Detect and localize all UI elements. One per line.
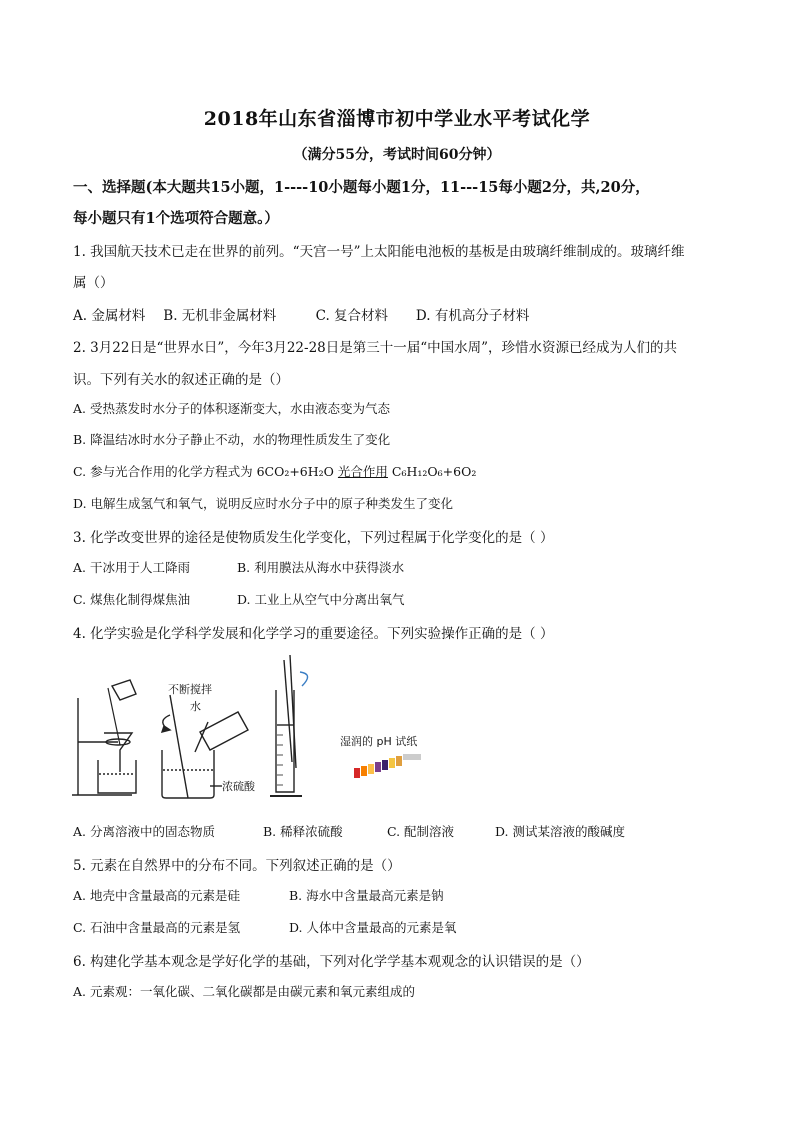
q4-option-b: B. 稀释浓硫酸 — [262, 824, 343, 839]
q5-option-c: C. 石油中含量最高的元素是氢 — [73, 920, 241, 935]
q1-option-a: A. 金属材料 — [73, 308, 146, 324]
q4-option-a: A. 分离溶液中的固态物质 — [73, 824, 215, 839]
q3-option-c: C. 煤焦化制得煤焦油 — [73, 592, 191, 607]
q2-option-d: D. 电解生成氢气和氧气，说明反应时水分子中的原子种类发生了变化 — [73, 496, 454, 511]
q3-options-row1 — [73, 558, 733, 576]
q4-apparatus-figures — [70, 650, 470, 805]
q6-option-a: A. 元素观：一氧化碳、二氧化碳都是由碳元素和氧元素组成的 — [73, 984, 415, 999]
q2-stem-line1: 2. 3月22日是“世界水日”，今年3月22-28日是第三十一届“中国水周”，珍惜水资源已经成为人们的共 — [73, 340, 678, 356]
graduated-cylinder — [270, 655, 308, 796]
q4-option-c: C. 配制溶液 — [386, 824, 455, 839]
q1-option-d: D. 有机高分子材料 — [415, 308, 530, 324]
q2-option-c-right: C₆H₁₂O₆+6O₂ — [391, 464, 477, 479]
q1-stem-line1: 1. 我国航天技术已走在世界的前列。“天宫一号”上太阳能电池板的基板是由玻璃纤维制成的。玻璃纤维 — [73, 244, 685, 260]
q1-option-b: B. 无机非金属材料 — [163, 308, 277, 324]
q5-option-a: A. 地壳中含量最高的元素是硅 — [73, 888, 240, 903]
q2-option-c-left: 6CO₂+6H₂O — [256, 464, 334, 479]
filtration-apparatus — [72, 680, 136, 795]
q5-option-d: D. 人体中含量最高的元素是氧 — [288, 920, 457, 935]
q3-options-row2 — [73, 590, 733, 608]
q2-option-c-condition: 光合作用 — [337, 464, 388, 479]
q3-option-d: D. 工业上从空气中分离出氧气 — [236, 592, 405, 607]
water-label: 水 — [190, 700, 201, 713]
page-subtitle: （满分55分，考试时间60分钟） — [293, 147, 501, 163]
q1-stem-line2: 属（） — [73, 275, 114, 291]
q5-option-b: B. 海水中含量最高元素是钠 — [288, 888, 444, 903]
q4-stem: 4. 化学实验是化学科学发展和化学学习的重要途径。下列实验操作正确的是（ ） — [73, 626, 554, 642]
q6-stem: 6. 构建化学基本观念是学好化学的基础，下列对化学学基本观观念的认识错误的是（） — [73, 954, 590, 970]
q3-option-a: A. 干冰用于人工降雨 — [73, 560, 190, 575]
q5-options-row2 — [73, 918, 733, 936]
q4-option-d: D. 测试某溶液的酸碱度 — [494, 824, 625, 839]
q2-option-a: A. 受热蒸发时水分子的体积逐渐变大，水由液态变为气态 — [73, 401, 390, 416]
q3-option-b: B. 利用膜法从海水中获得淡水 — [236, 560, 405, 575]
q5-options-row1 — [73, 886, 733, 904]
ph-color-chart — [354, 754, 421, 778]
q2-option-c — [73, 462, 733, 480]
q2-option-b: B. 降温结冰时水分子静止不动，水的物理性质发生了变化 — [73, 432, 391, 447]
q1-option-c: C. 复合材料 — [315, 308, 389, 324]
q2-option-c-prefix: C. 参与光合作用的化学方程式为 — [73, 464, 253, 479]
acid-label: 浓硫酸 — [222, 780, 255, 793]
q2-stem-line2: 识。下列有关水的叙述正确的是（） — [73, 372, 289, 388]
stir-label: 不断搅拌 — [168, 683, 212, 696]
ph-paper-label: 湿润的 pH 试纸 — [340, 735, 418, 748]
q5-stem: 5. 元素在自然界中的分布不同。下列叙述正确的是（） — [73, 858, 401, 874]
q3-stem: 3. 化学改变世界的途径是使物质发生化学变化，下列过程属于化学变化的是（ ） — [73, 530, 554, 546]
section-heading-line1: 一、选择题(本大题共15小题，1----10小题每小题1分，11---15每小题2分，共,20分， — [73, 179, 650, 196]
q4-options — [73, 822, 733, 840]
section-heading-line2: 每小题只有1个选项符合题意。） — [73, 210, 279, 227]
q1-options — [73, 304, 733, 324]
page-title: 2018年山东省淄博市初中学业水平考试化学 — [203, 108, 591, 130]
